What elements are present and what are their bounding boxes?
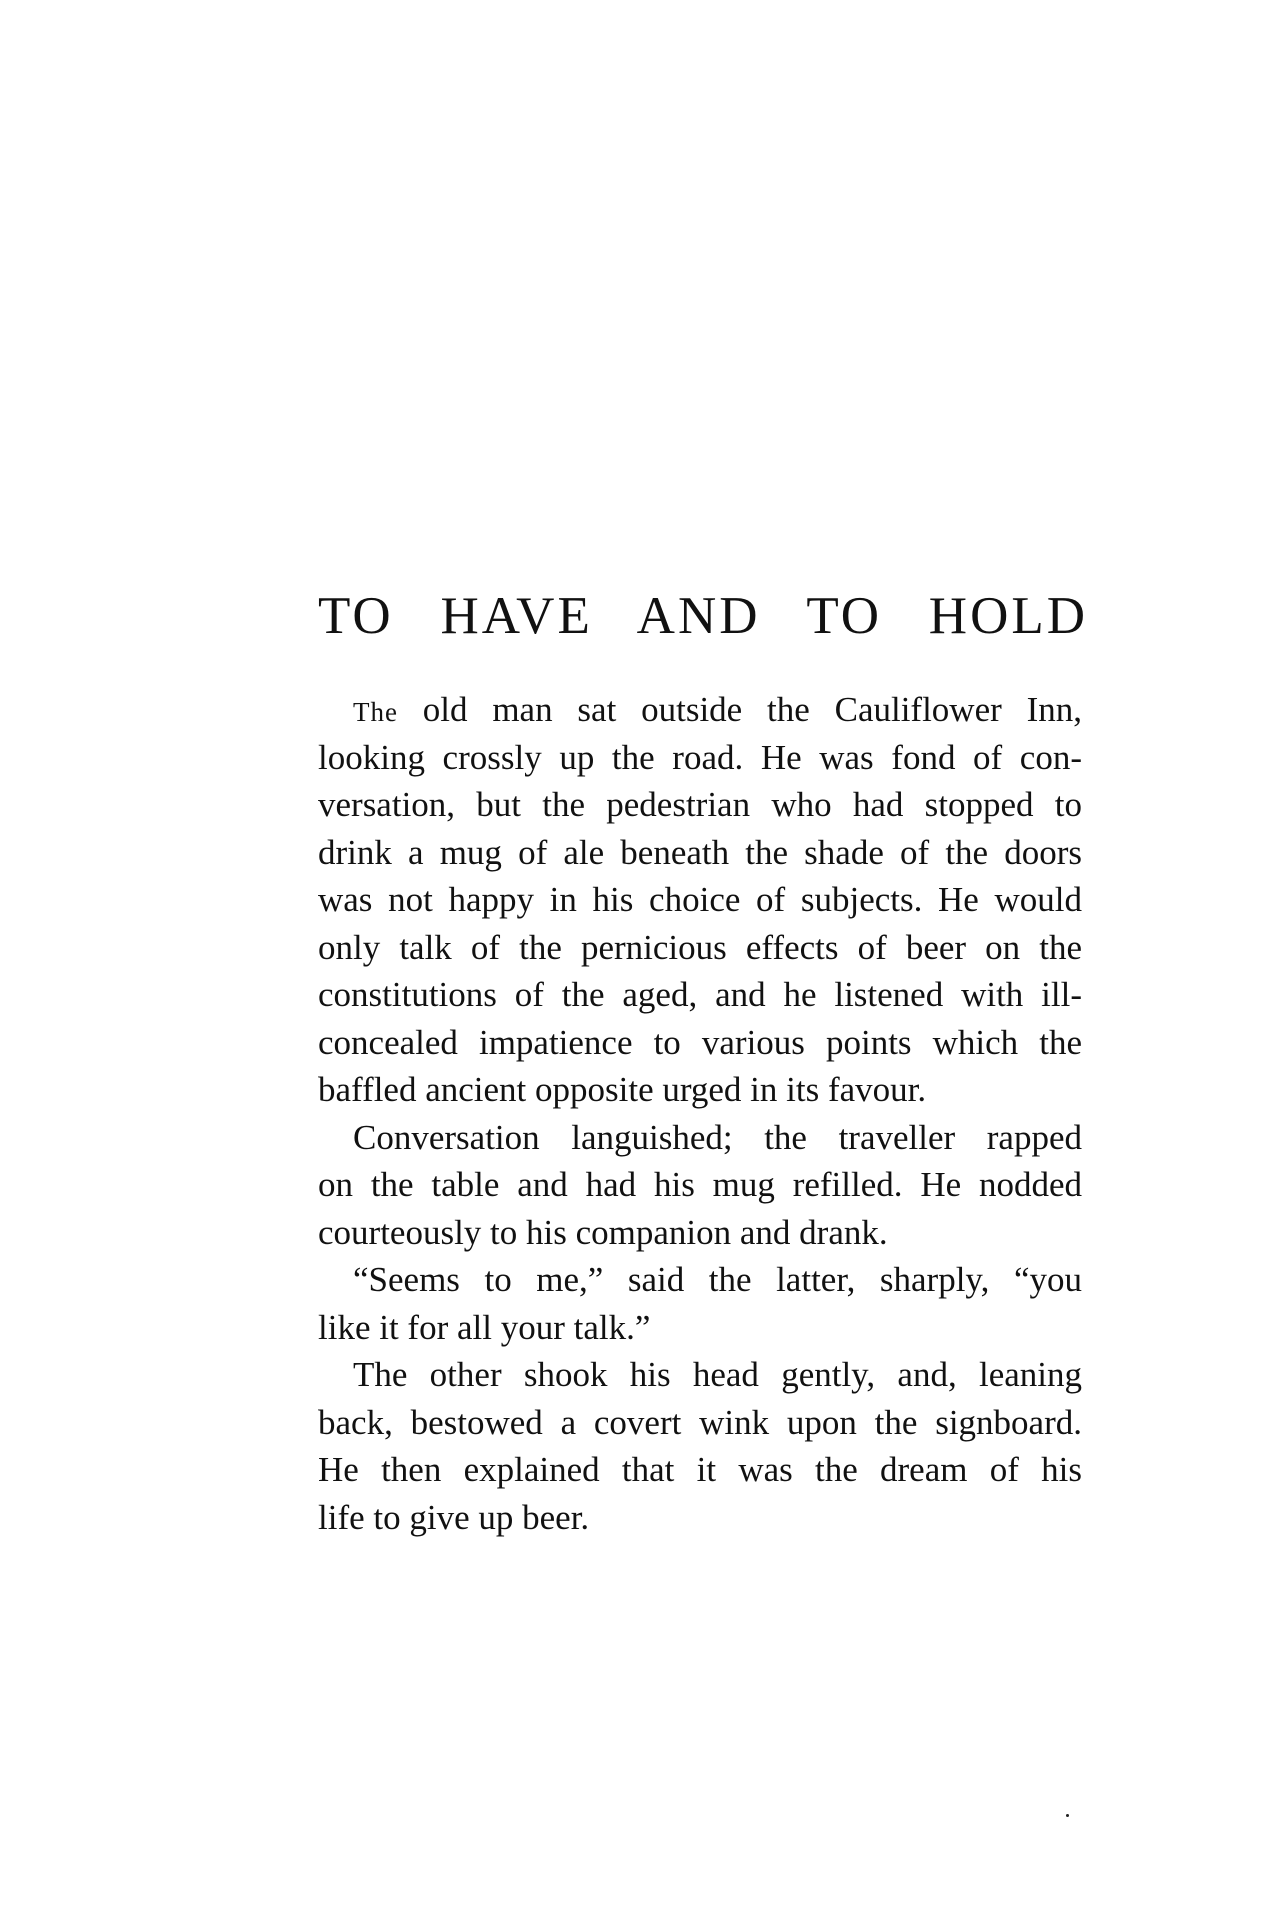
body-text <box>318 686 1082 1541</box>
text-line: on the table and had his mug refilled. He nodded <box>318 1165 1082 1204</box>
chapter-title: TO HAVE AND TO HOLD <box>318 587 1088 645</box>
text-line: looking crossly up the road. He was fond of con- <box>318 737 1082 777</box>
text-line: back, bestowed a covert wink upon the signboard. <box>318 1402 1082 1442</box>
text-line: He then explained that it was the dream of his <box>318 1450 1082 1489</box>
text-line: like it for all your talk.” <box>318 1307 651 1347</box>
text-line: “Seems to me,” said the latter, sharply, “you <box>353 1260 1082 1299</box>
text-line: life to give up beer. <box>318 1497 590 1537</box>
text-line: courteously to his companion and drank. <box>318 1212 888 1252</box>
text-line: was not happy in his choice of subjects. He would <box>318 880 1082 919</box>
text-line: baffled ancient opposite urged in its favour. <box>318 1070 927 1109</box>
text-line <box>318 686 1082 734</box>
text-line: drink a mug of ale beneath the shade of the doors <box>318 832 1082 872</box>
drop-small-caps-lead: The <box>353 697 398 727</box>
text-line: Conversation languished; the traveller rapped <box>353 1117 1082 1157</box>
line-text: old man sat outside the Cauliflower Inn, <box>397 690 1082 729</box>
text-line: versation, but the pedestrian who had stopped to <box>318 785 1082 824</box>
text-line: only talk of the pernicious effects of beer on the <box>318 927 1082 967</box>
print-speck-mark <box>1066 1814 1069 1817</box>
text-line: constitutions of the aged, and he listened with ill- <box>318 975 1082 1014</box>
text-line: concealed impatience to various points which the <box>318 1022 1082 1062</box>
text-line: The other shook his head gently, and, leaning <box>353 1355 1082 1394</box>
